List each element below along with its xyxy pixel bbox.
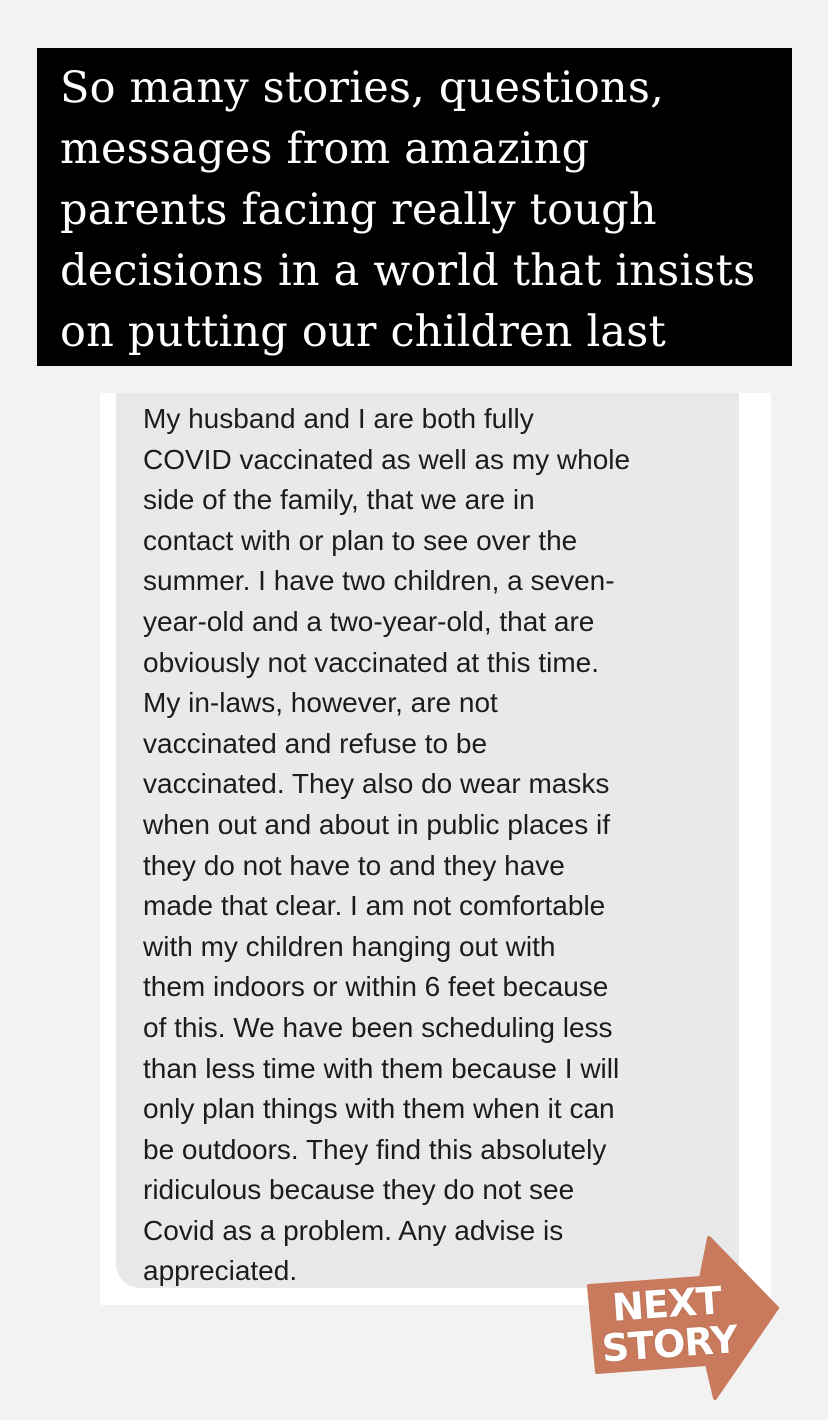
next-story-line2: STORY xyxy=(600,1317,739,1371)
message-text: My husband and I are both fully COVID vaccinated as well as my whole side of the family, that we are in contact with or plan to see over the summer. I have two children, a seven- year-old and a two-year-old, that are obviously not vaccinated at this time. My in-laws, however, are not vaccinated and refuse to be vaccinated. They also do wear masks when out and about in public places if they do not have to and they have made that clear. I am not comfortable with my children hanging out with them indoors or within 6 feet because of this. We have been scheduling less than less time with them because I will only plan things with them when it can be outdoors. They find this absolutely ridiculous because they do not see Covid as a problem. Any advise is appreciated. xyxy=(143,403,631,1287)
next-story-line1: NEXT xyxy=(610,1278,723,1330)
next-story-label xyxy=(590,1279,745,1369)
message-screenshot-card xyxy=(100,393,771,1305)
message-bubble xyxy=(116,393,739,1288)
headline-text: So many stories, questions, messages from amazing parents facing really tough decisions in a world that insists on putting our children last xyxy=(60,63,756,357)
headline-box xyxy=(37,48,792,366)
next-story-sticker[interactable] xyxy=(583,1232,780,1402)
